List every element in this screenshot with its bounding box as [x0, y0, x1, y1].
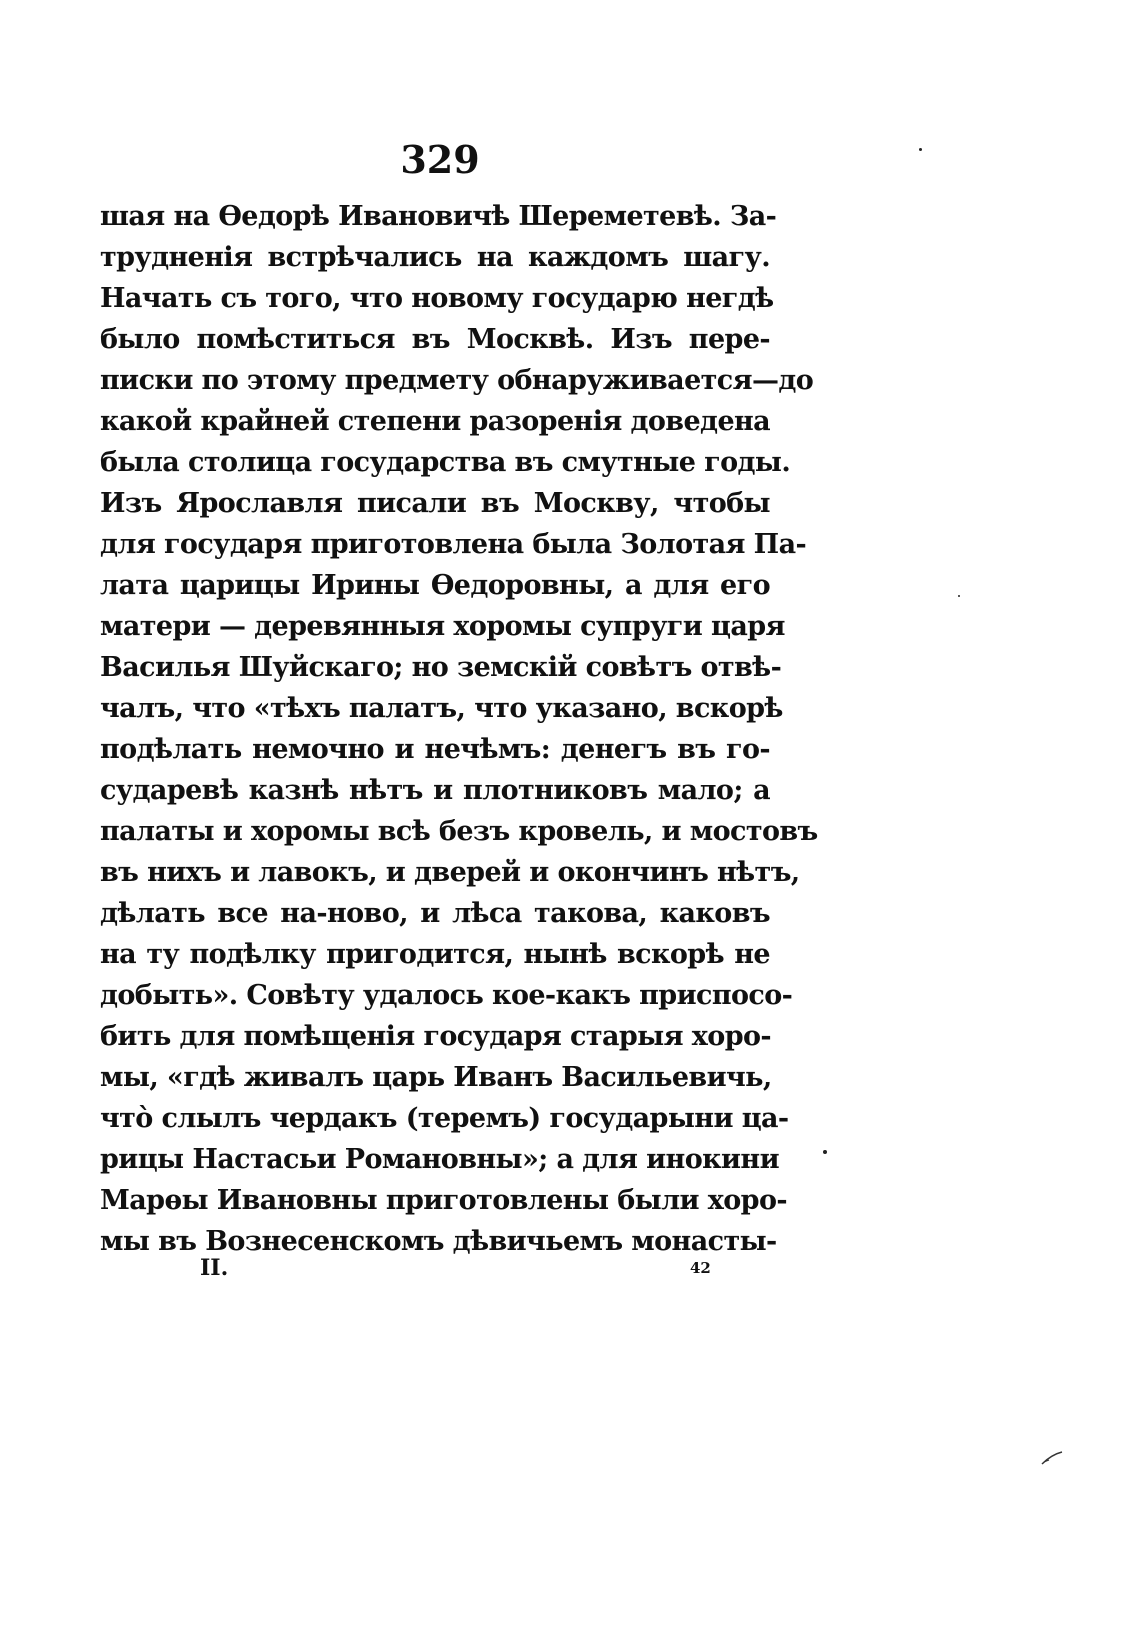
signature-mark: II. [200, 1255, 229, 1281]
text-line: Изъ Ярославля писали въ Москву, чтобы [100, 488, 770, 519]
text-line: на ту подѣлку пригодится, нынѣ вскорѣ не [100, 939, 770, 970]
text-line: бить для помѣщенія государя старыя хоро- [100, 1021, 771, 1052]
text-line: добыть». Совѣту удалось кое-какъ приспосо- [100, 980, 793, 1011]
text-line: что̀ слылъ чердакъ (теремъ) государыни ца- [100, 1103, 789, 1134]
text-line: дѣлать все на-ново, и лѣса такова, каковъ [100, 898, 770, 929]
text-line: подѣлать немочно и нечѣмъ: денегъ въ го- [100, 734, 770, 765]
text-line: шая на Ѳедорѣ Ивановичѣ Шереметевѣ. За- [100, 201, 777, 232]
text-line: писки по этому предмету обнаруживается—до [100, 365, 814, 396]
scan-speck [823, 1150, 827, 1154]
page-footer [0, 1255, 1140, 1285]
text-line: Василья Шуйскаго; но земскій совѣтъ отвѣ- [100, 652, 782, 683]
text-line: чалъ, что «тѣхъ палатъ, что указано, вскорѣ [100, 693, 783, 724]
scan-speck [958, 595, 960, 597]
body-text [100, 196, 818, 1262]
text-line: была столица государства въ смутные годы. [100, 447, 791, 478]
text-line: мы, «гдѣ живалъ царь Иванъ Васильевичь, [100, 1062, 772, 1093]
text-line: Начать съ того, что новому государю негдѣ [100, 283, 774, 314]
text-line: въ нихъ и лавокъ, и дверей и окончинъ нѣтъ, [100, 857, 800, 888]
page-number: 329 [400, 137, 480, 182]
scan-stroke-mark [1040, 1450, 1064, 1466]
text-line: Марѳы Ивановны приготовлены были хоро- [100, 1185, 787, 1216]
text-line: для государя приготовлена была Золотая Па- [100, 529, 807, 560]
text-line: матери — деревянныя хоромы супруги царя [100, 611, 785, 642]
text-line: мы въ Вознесенскомъ дѣвичьемъ монасты- [100, 1226, 777, 1257]
scan-speck [919, 148, 922, 151]
sheet-number: 42 [690, 1259, 711, 1277]
text-line: какой крайней степени разоренія доведена [100, 406, 771, 437]
text-line: лата царицы Ирины Ѳедоровны, а для его [100, 570, 770, 601]
text-line: было помѣститься въ Москвѣ. Изъ пере- [100, 324, 770, 355]
text-line: палаты и хоромы всѣ безъ кровель, и мостовъ [100, 816, 818, 847]
text-line: сударевѣ казнѣ нѣтъ и плотниковъ мало; а [100, 775, 770, 806]
text-line: трудненія встрѣчались на каждомъ шагу. [100, 242, 770, 273]
text-line: рицы Настасьи Романовны»; а для инокини [100, 1144, 780, 1175]
